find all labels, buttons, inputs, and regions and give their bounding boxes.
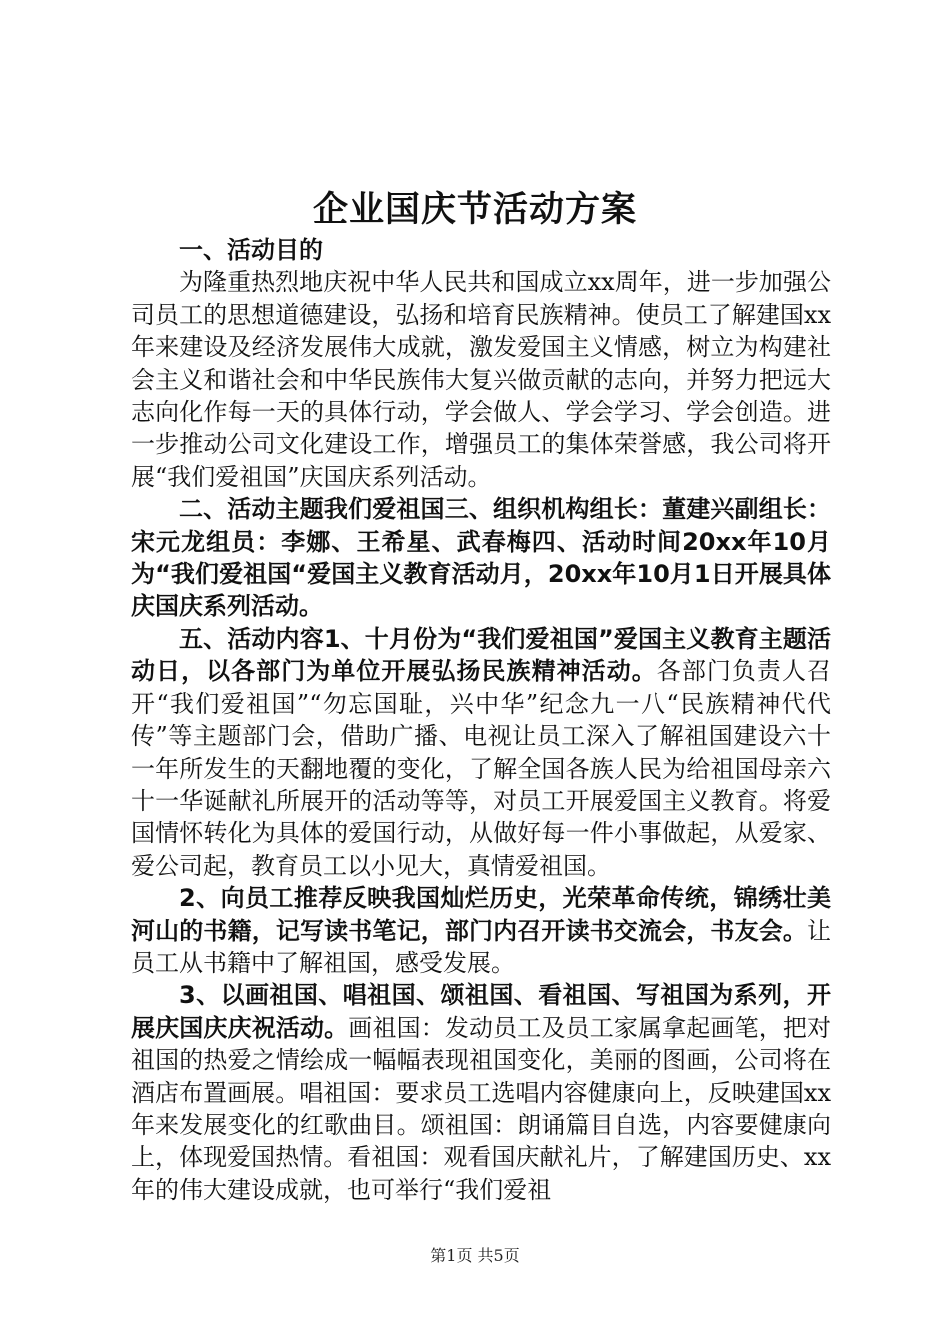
paragraph-theme-organization-time: 二、活动主题我们爱祖国三、组织机构组长：董建兴副组长：宋元龙组员：李娜、王希星、武春梅四、活动时间20xx年10月为“我们爱祖国“爱国主义教育活动月，20xx年10月1日开展具体庆国庆系列活动。 xyxy=(131,495,831,621)
paragraph-activity-content-1-body: 各部门负责人召开“我们爱祖国”“勿忘国耻，兴中华”纪念九一八“民族精神代代传”等主题部门会，借助广播、电视让员工深入了解祖国建设六十一年所发生的天翻地覆的变化，了解全国各族人民为给祖国母亲六十一华诞献礼所展开的活动等等，对员工开展爱国主义教育。将爱国情怀转化为具体的爱国行动，从做好每一件小事做起，从爱家、爱公司起，教育员工以小见大，真情爱祖国。 xyxy=(131,657,832,880)
paragraph-activity-content-1-lead: 五、活动内容1、十月份为“我们爱祖国”爱国主义教育主题活动日，以各部门为单位开展弘扬民族精神活动。 xyxy=(131,624,831,686)
paragraph-purpose: 为隆重热烈地庆祝中华人民共和国成立xx周年，进一步加强公司员工的思想道德建设，弘扬和培育民族精神。使员工了解建国xx年来建设及经济发展伟大成就，激发爱国主义情感，树立为构建社会主义和谐社会和中华民族伟大复兴做贡献的志向，并努力把远大志向化作每一天的具体行动，学会做人、学会学习、学会创造。进一步推动公司文化建设工作，增强员工的集体荣誉感，我公司将开展“我们爱祖国”庆国庆系列活动。 xyxy=(131,268,831,491)
paragraph-activity-content-2-lead: 2、向员工推荐反映我国灿烂历史，光荣革命传统，锦绣壮美河山的书籍，记写读书笔记，部门内召开读书交流会，书友会。 xyxy=(131,884,831,945)
paragraph-activity-content-2 xyxy=(131,882,831,979)
paragraph-activity-content-3 xyxy=(131,979,831,1206)
paragraph-activity-content-2-body: 让员工从书籍中了解祖国，感受发展。 xyxy=(131,916,831,977)
page-number-footer: 第1页 共5页 xyxy=(430,1246,520,1265)
document-title: 企业国庆节活动方案 xyxy=(312,189,637,230)
paragraph-activity-content-1 xyxy=(131,623,831,882)
paragraph-activity-content-3-lead: 3、以画祖国、唱祖国、颂祖国、看祖国、写祖国为系列，开展庆国庆庆祝活动。 xyxy=(131,981,831,1042)
section-heading-purpose: 一、活动目的 xyxy=(179,236,323,264)
paragraph-activity-content-3-body: 画祖国：发动员工及员工家属拿起画笔，把对祖国的热爱之情绘成一幅幅表现祖国变化，美丽的图画，公司将在酒店布置画展。唱祖国：要求员工选唱内容健康向上，反映建国xx年来发展变化的红歌曲目。颂祖国：朗诵篇目自选，内容要健康向上，体现爱国热情。看祖国：观看国庆献礼片，了解建国历史、xx年的伟大建设成就，也可举行“我们爱祖 xyxy=(131,1013,832,1204)
document-body xyxy=(131,234,831,1206)
